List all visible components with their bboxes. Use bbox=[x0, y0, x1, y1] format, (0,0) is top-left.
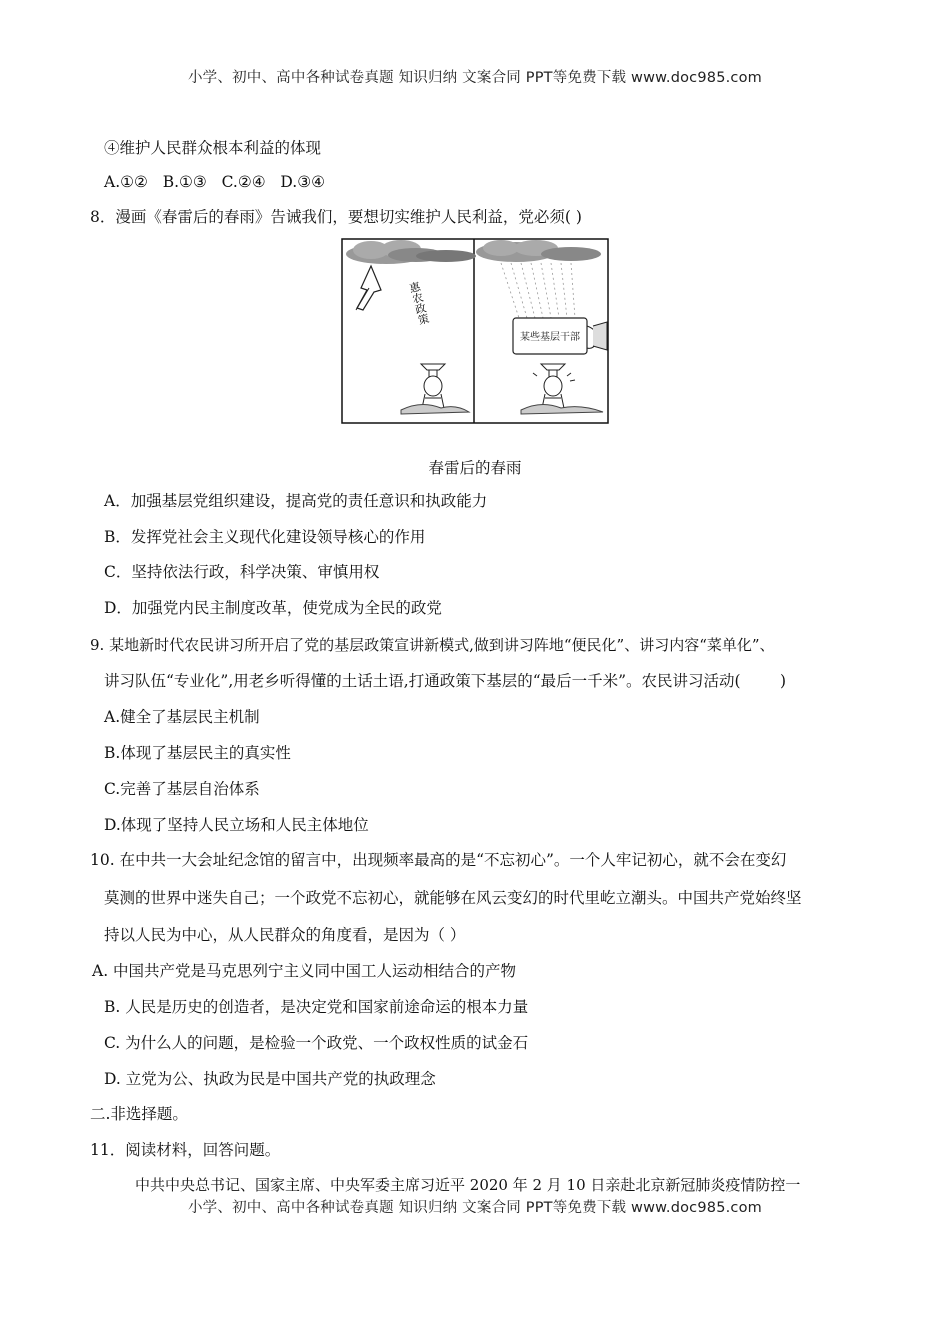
q8-option-a: A．加强基层党组织建设，提高党的责任意识和执政能力 bbox=[104, 492, 488, 510]
q9-option-c: C.完善了基层自治体系 bbox=[104, 780, 260, 798]
q9-option-b: B.体现了基层民主的真实性 bbox=[104, 744, 291, 762]
q10-option-d: D. 立党为公、执政为民是中国共产党的执政理念 bbox=[104, 1070, 436, 1088]
q10-option-b: B. 人民是历史的创造者，是决定党和国家前途命运的根本力量 bbox=[104, 998, 529, 1016]
q9-option-a: A.健全了基层民主机制 bbox=[104, 708, 260, 726]
q11-material: 中共中央总书记、国家主席、中央军委主席习近平 2020 年 2 月 10 日亲赴北京新冠肺炎疫情防控一 bbox=[135, 1176, 801, 1194]
q8-option-c: C．坚持依法行政，科学决策、审慎用权 bbox=[104, 563, 380, 581]
q9-option-d: D.体现了坚持人民立场和人民主体地位 bbox=[104, 816, 369, 834]
section2-title: 二.非选择题。 bbox=[90, 1105, 188, 1123]
footer-banner: 小学、初中、高中各种试卷真题 知识归纳 文案合同 PPT等免费下载 www.doc985.com bbox=[187, 1200, 763, 1216]
q11-stem: 11．阅读材料，回答问题。 bbox=[90, 1141, 281, 1159]
q7-item4: ④维护人民群众根本利益的体现 bbox=[104, 139, 322, 157]
q10-stem-line1: 10. 在中共一大会址纪念馆的留言中，出现频率最高的是“不忘初心”。一个人牢记初心，就不会在变幻 bbox=[90, 851, 787, 869]
q9-stem-line2: 讲习队伍“专业化”,用老乡听得懂的土话土语,打通政策下基层的“最后一千米”。农民讲习活动( ) bbox=[104, 672, 787, 690]
cartoon-figure bbox=[341, 238, 609, 424]
header-banner: 小学、初中、高中各种试卷真题 知识归纳 文案合同 PPT等免费下载 www.doc985.com bbox=[187, 70, 763, 86]
q10-stem-line3: 持以人民为中心，从人民群众的角度看，是因为（ ） bbox=[104, 926, 466, 944]
q8-option-b: B．发挥党社会主义现代化建设领导核心的作用 bbox=[104, 528, 426, 546]
cartoon-caption: 春雷后的春雨 bbox=[428, 459, 522, 477]
q10-option-a: A. 中国共产党是马克思列宁主义同中国工人运动相结合的产物 bbox=[92, 962, 517, 980]
q10-stem-line2: 莫测的世界中迷失自己；一个政党不忘初心，就能够在风云变幻的时代里屹立潮头。中国共产党始终坚 bbox=[104, 889, 802, 907]
q7-choices: A.①② B.①③ C.②④ D.③④ bbox=[104, 173, 325, 191]
q9-stem-line1: 9. 某地新时代农民讲习所开启了党的基层政策宣讲新模式,做到讲习阵地“便民化”、讲习内容“菜单化”、 bbox=[90, 636, 775, 654]
q8-option-d: D．加强党内民主制度改革，使党成为全民的政党 bbox=[104, 599, 442, 617]
right-panel-label: 某些基层干部 bbox=[520, 332, 580, 343]
q10-option-c: C. 为什么人的问题，是检验一个政党、一个政权性质的试金石 bbox=[104, 1034, 529, 1052]
left-panel-label: 惠农政策 bbox=[406, 280, 431, 327]
q8-stem: 8．漫画《春雷后的春雨》告诫我们，要想切实维护人民利益，党必须( ) bbox=[90, 208, 582, 226]
